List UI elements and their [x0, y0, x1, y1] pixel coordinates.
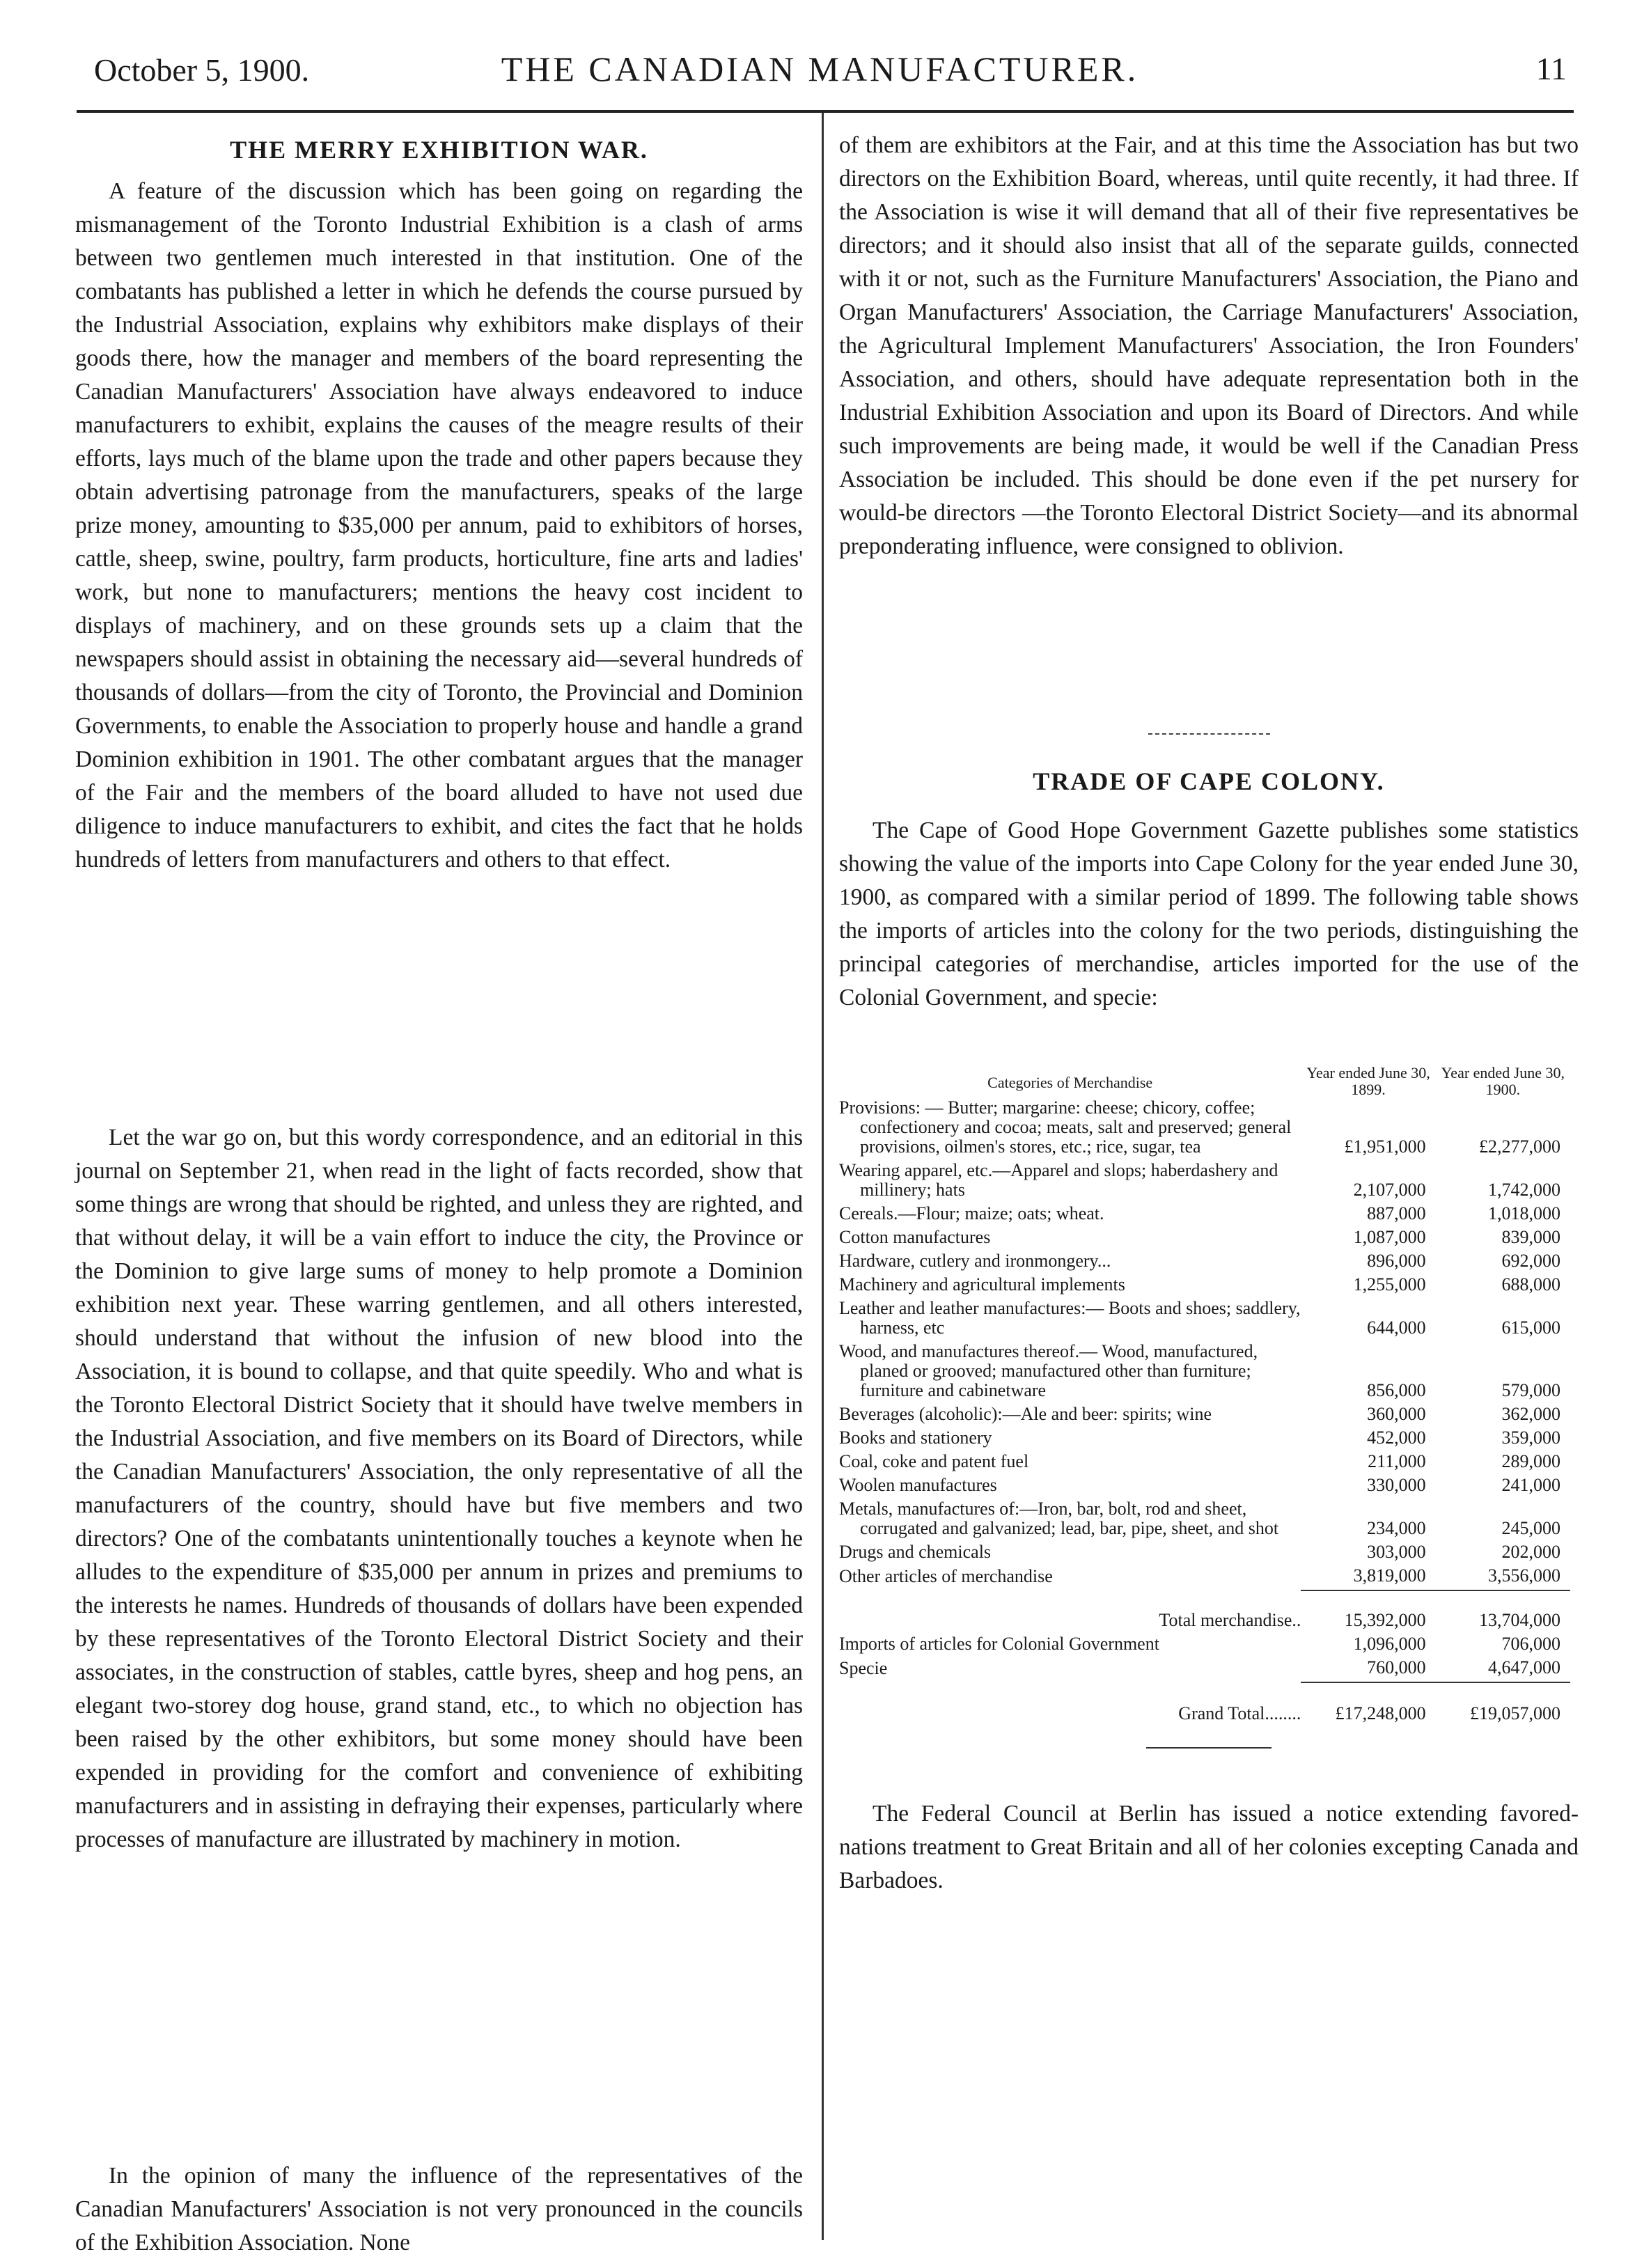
header-rule [77, 110, 1574, 113]
value-1899-cell: £1,951,000 [1344, 1136, 1426, 1157]
article-heading-cape-colony: TRADE OF CAPE COLONY. [1033, 767, 1385, 795]
specie-label: Specie [839, 1658, 888, 1678]
cape-colony-intro-paragraph: The Cape of Good Hope Government Gazette publishes some statistics showing the value of the imports into Cape Colony for the year ended June 30, 1900, as compared with a similar period of 1899. The following table shows the imports of articles into the colony for the two periods, distinguishing the principal categories of merchandise, articles imported for the use of the Colonial Government, and specie: [839, 818, 1579, 1010]
table-body [839, 1098, 1570, 1590]
colonial-label: Imports of articles for Colonial Government [839, 1634, 1159, 1654]
colonial-1899: 1,096,000 [1353, 1634, 1426, 1654]
table-totals [839, 1590, 1570, 1728]
value-1900-cell: 579,000 [1501, 1380, 1560, 1400]
section-separator [1148, 733, 1270, 736]
value-1900-cell: 1,742,000 [1488, 1180, 1560, 1200]
total-1900: 13,704,000 [1436, 1590, 1570, 1634]
category-cell: Cotton manufactures [839, 1227, 991, 1247]
value-1899-cell: 3,819,000 [1353, 1565, 1426, 1586]
value-1899-cell: 330,000 [1367, 1475, 1426, 1495]
value-1900-cell: 692,000 [1501, 1251, 1560, 1271]
right-column [839, 129, 1579, 2225]
category-cell: Leather and leather manufactures:— Boots and shoes; saddlery, harness, etc [839, 1298, 1301, 1338]
federal-council-paragraph: The Federal Council at Berlin has issued a notice extending favored-nations treatment to Great Britain and all of her colonies excepting Canada and Barbadoes. [839, 1801, 1579, 1893]
value-1900-cell: 359,000 [1501, 1428, 1560, 1448]
category-cell: Other articles of merchandise [839, 1566, 1053, 1586]
value-1900-cell: £2,277,000 [1479, 1136, 1560, 1157]
column-header-category: Categories of Merchandise [987, 1074, 1153, 1091]
table-row [839, 1566, 1570, 1590]
left-column [75, 129, 803, 2255]
table-row [839, 1228, 1570, 1251]
category-cell: Books and stationery [839, 1428, 992, 1448]
category-cell: Beverages (alcoholic):—Ale and beer: spirits; wine [839, 1404, 1212, 1424]
issue-date: October 5, 1900. [94, 52, 310, 88]
value-1899-cell: 1,087,000 [1353, 1227, 1426, 1247]
article-paragraph-1: A feature of the discussion which has been going on regarding the mismanagement of the Toronto Industrial Exhibition is a clash of arms between two gentlemen much interested in that institution. One of the combatants has published a letter in which he defends the course pursued by the Industrial Association, explains why exhibitors make displays of their goods there, how the manager and members of the board representing the Canadian Manufacturers' Association have always endeavored to induce manufacturers to exhibit, explains the causes of the meagre results of their efforts, lays much of the blame upon the trade and other papers because they obtain advertising patronage from the manufacturers, speaks of the large prize money, amounting to $35,000 per annum, paid to exhibitors of horses, cattle, sheep, swine, poultry, farm products, horticulture, fine arts and ladies' work, but none to manufacturers; mentions the heavy cost incident to displays of machinery, and on these grounds sets up a claim that the newspapers should assist in obtaining the necessary aid—several hundreds of thousands of dollars—from the city of Toronto, the Provincial and Dominion Governments, to enable the Association to properly house and handle a grand Dominion exhibition in 1901. The other combatant argues that the manager of the Fair and the members of the board alluded to have not used due diligence to induce manufacturers to exhibit, and cites the fact that he holds hundreds of letters from manufacturers and others to that effect. [75, 178, 803, 873]
category-cell: Drugs and chemicals [839, 1542, 992, 1562]
category-cell: Woolen manufactures [839, 1475, 997, 1495]
category-cell: Provisions: — Butter; margarine: cheese; chicory, coffee; confectionery and cocoa; meats, salt and preserved; general provisions, oilmen's stores, etc.; rice, sugar, tea [839, 1097, 1292, 1157]
table-row [839, 1098, 1570, 1161]
grand-total-label: Grand Total........ [1178, 1703, 1301, 1723]
table-row [839, 1204, 1570, 1228]
value-1899-cell: 2,107,000 [1353, 1180, 1426, 1200]
category-cell: Metals, manufactures of:—Iron, bar, bolt, rod and sheet, corrugated and galvanized; lead, bar, pipe, sheet, and shot [839, 1499, 1279, 1538]
column-divider [822, 113, 824, 2240]
table-row [839, 1405, 1570, 1428]
table-row-specie [839, 1658, 1570, 1682]
article-paragraph-3: In the opinion of many the influence of the representatives of the Canadian Manufacturers' Association is not very pronounced in the councils of the Exhibition Association. None [75, 2163, 803, 2255]
article-paragraph-2: Let the war go on, but this wordy correspondence, and an editorial in this journal on September 21, when read in the light of facts recorded, show that some things are wrong that should be righted, and unless they are righted, and that without delay, it will be a vain effort to induce the city, the Province or the Dominion to give large sums of money to help promote a Dominion exhibition next year. These warring gentlemen, and all others interested, should understand that without the infusion of new blood into the Association, it is bound to collapse, and that quite speedily. Who and what is the Toronto Electoral District Society that it should have twelve members in the Industrial Association, and five members on its Board of Directors, while the Canadian Manufacturers' Association, the only representative of all the manufacturers of the country, should have but five members and two directors? One of the combatants unintentionally touches a keynote when he alludes to the expenditure of $35,000 per annum in prizes and premiums to the interests he names. Hundreds of thousands of dollars have been expended by these representatives of the Toronto Electoral District Society and their associates, in the construction of stables, cattle byres, sheep and hog pens, an elegant two-storey dog house, grand stand, etc., to which no objection has been raised by the other exhibitors, but some money should have been expended in providing for the comfort and convenience of exhibiting manufacturers and in assisting in defraying their expenses, particularly where processes of manufacture are illustrated by machinery in motion. [75, 1125, 803, 1852]
value-1899-cell: 452,000 [1367, 1428, 1426, 1448]
table-row [839, 1299, 1570, 1342]
value-1900-cell: 3,556,000 [1488, 1565, 1560, 1586]
value-1900-cell: 202,000 [1501, 1542, 1560, 1562]
table-row [839, 1251, 1570, 1275]
value-1899-cell: 303,000 [1367, 1542, 1426, 1562]
value-1899-cell: 896,000 [1367, 1251, 1426, 1271]
value-1899-cell: 360,000 [1367, 1404, 1426, 1424]
value-1900-cell: 289,000 [1501, 1451, 1560, 1471]
specie-1900: 4,647,000 [1488, 1657, 1560, 1677]
article-continuation-paragraph: of them are exhibitors at the Fair, and at this time the Association has but two directors on the Exhibition Board, whereas, until quite recently, it had three. If the Association is wise it will demand that all of their five representatives be directors; and it should also insist that all of the separate guilds, connected with it or not, such as the Furniture Manufacturers' Association, the Piano and Organ Manufacturers' Association, the Carriage Manufacturers' Association, the Agricultural Implement Manufacturers' Association, the Iron Founders' Association, and others, should have adequate representation both in the Industrial Exhibition Association and upon its Board of Directors. And while such improvements are being made, it would be well if the Canadian Press Association be included. This should be done even if the pet nursery for would-be directors —the Toronto Electoral District Society—and its abnormal preponderating influence, were consigned to oblivion. [839, 132, 1579, 559]
value-1899-cell: 887,000 [1367, 1203, 1426, 1223]
column-header-1899: Year ended June 30, 1899. [1306, 1064, 1430, 1098]
page-header [66, 43, 1574, 99]
value-1899-cell: 644,000 [1367, 1317, 1426, 1338]
table-row [839, 1428, 1570, 1452]
masthead-title: THE CANADIAN MANUFACTURER. [501, 49, 1139, 88]
value-1900-cell: 362,000 [1501, 1404, 1560, 1424]
table-row [839, 1499, 1570, 1542]
value-1900-cell: 688,000 [1501, 1274, 1560, 1295]
table-row [839, 1542, 1570, 1566]
grand-total-1900: £19,057,000 [1436, 1682, 1570, 1728]
table-row [839, 1342, 1570, 1405]
total-1899: 15,392,000 [1301, 1590, 1435, 1634]
page-number: 11 [1535, 51, 1567, 86]
table-row [839, 1275, 1570, 1299]
category-cell: Cereals.—Flour; maize; oats; wheat. [839, 1203, 1104, 1223]
table-row-grand-total [839, 1682, 1570, 1728]
category-cell: Coal, coke and patent fuel [839, 1451, 1029, 1471]
specie-1899: 760,000 [1367, 1657, 1426, 1677]
category-cell: Hardware, cutlery and ironmongery... [839, 1251, 1111, 1271]
value-1899-cell: 856,000 [1367, 1380, 1426, 1400]
article-heading-exhibition-war: THE MERRY EXHIBITION WAR. [230, 136, 648, 164]
imports-table [839, 1065, 1570, 1728]
value-1899-cell: 234,000 [1367, 1518, 1426, 1538]
table-row-colonial-government [839, 1634, 1570, 1658]
category-cell: Wood, and manufactures thereof.— Wood, manufactured, planed or grooved; manufactured other than furniture; furniture and cabinetware [839, 1341, 1258, 1400]
table-row-total-merchandise [839, 1590, 1570, 1634]
value-1900-cell: 245,000 [1501, 1518, 1560, 1538]
colonial-1900: 706,000 [1501, 1634, 1560, 1654]
table-row [839, 1452, 1570, 1476]
value-1899-cell: 211,000 [1368, 1451, 1426, 1471]
category-cell: Machinery and agricultural implements [839, 1274, 1125, 1295]
column-header-1900: Year ended June 30, 1900. [1441, 1064, 1565, 1098]
total-label: Total merchandise.. [1159, 1610, 1301, 1630]
table-row [839, 1161, 1570, 1204]
value-1900-cell: 1,018,000 [1488, 1203, 1560, 1223]
grand-total-1899: £17,248,000 [1301, 1682, 1435, 1728]
value-1900-cell: 615,000 [1501, 1317, 1560, 1338]
article-end-rule [1146, 1747, 1271, 1749]
value-1900-cell: 839,000 [1501, 1227, 1560, 1247]
table-header-row [839, 1065, 1570, 1098]
table-row [839, 1476, 1570, 1499]
value-1899-cell: 1,255,000 [1353, 1274, 1426, 1295]
category-cell: Wearing apparel, etc.—Apparel and slops; haberdashery and millinery; hats [839, 1160, 1278, 1200]
value-1900-cell: 241,000 [1501, 1475, 1560, 1495]
